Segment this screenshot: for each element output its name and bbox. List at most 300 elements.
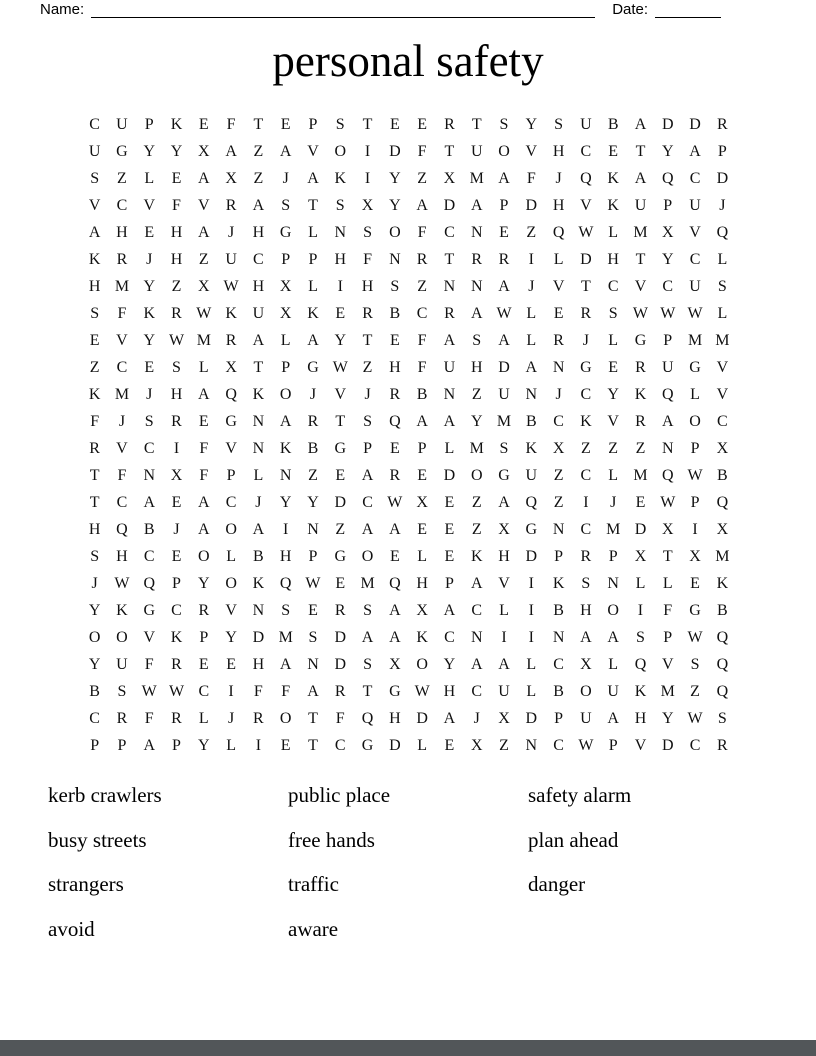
grid-letter: E [89, 331, 100, 349]
grid-letter: L [662, 574, 673, 592]
grid-letter: Y [88, 655, 101, 673]
grid-letter: V [634, 277, 647, 295]
grid-letter: X [279, 277, 292, 295]
grid-letter: L [608, 466, 619, 484]
grid-letter: C [580, 466, 592, 484]
grid-letter: X [198, 277, 210, 295]
grid-letter: Z [471, 385, 482, 403]
grid-letter: U [607, 682, 619, 700]
grid-letter: Z [335, 520, 346, 538]
word-list-item: avoid [48, 916, 95, 941]
grid-letter: C [334, 736, 346, 754]
word-list-item: safety alarm [528, 783, 632, 807]
grid-letter: D [334, 493, 347, 511]
grid-letter: P [172, 736, 181, 754]
grid-letter: R [225, 331, 237, 349]
grid-letter: C [416, 304, 428, 322]
grid-letter: V [88, 196, 101, 214]
grid-letter: U [443, 358, 456, 376]
grid-letter: S [335, 196, 345, 214]
grid-letter: R [307, 412, 319, 430]
grid-letter: M [278, 628, 293, 646]
grid-letter: M [633, 466, 648, 484]
grid-letter: P [663, 331, 673, 349]
grid-letter: H [252, 223, 265, 241]
grid-letter: A [498, 655, 510, 673]
grid-letter: O [116, 628, 128, 646]
grid-letter: I [228, 682, 234, 700]
word-list-item: aware [288, 916, 339, 941]
grid-letter: T [335, 412, 346, 430]
grid-letter: U [580, 115, 592, 133]
grid-letter: V [689, 223, 701, 241]
grid-letter: P [172, 574, 181, 592]
grid-letter: A [389, 520, 401, 538]
grid-letter: Q [361, 709, 374, 727]
grid-letter: C [253, 250, 264, 268]
grid-letter: D [580, 250, 592, 268]
grid-letter: B [389, 304, 401, 322]
grid-letter: F [417, 358, 427, 376]
grid-letter: H [116, 547, 128, 565]
grid-letter: O [498, 142, 510, 160]
grid-letter: R [717, 736, 728, 754]
grid-letter: D [661, 736, 674, 754]
grid-letter: O [225, 520, 237, 538]
grid-letter: G [498, 466, 510, 484]
grid-letter: T [362, 682, 373, 700]
grid-letter: W [496, 304, 512, 322]
grid-letter: F [172, 196, 181, 214]
grid-letter: K [225, 304, 237, 322]
grid-letter: E [417, 115, 428, 133]
grid-letter: C [89, 115, 100, 133]
grid-letter: J [91, 574, 98, 592]
grid-letter: L [198, 358, 209, 376]
grid-letter: O [88, 628, 101, 646]
grid-letter: Y [389, 196, 401, 214]
grid-letter: Z [417, 277, 428, 295]
grid-letter: A [443, 709, 456, 727]
grid-letter: U [634, 196, 647, 214]
grid-letter: C [471, 682, 483, 700]
grid-letter: T [471, 115, 482, 133]
grid-letter: B [717, 466, 728, 484]
grid-letter: C [553, 655, 564, 673]
grid-letter: D [416, 709, 428, 727]
grid-letter: Y [88, 601, 101, 619]
grid-letter: A [498, 331, 510, 349]
grid-letter: A [252, 196, 265, 214]
grid-letter: H [361, 277, 374, 295]
grid-letter: Y [443, 655, 456, 673]
grid-letter: K [307, 304, 319, 322]
grid-letter: N [607, 574, 619, 592]
grid-letter: D [525, 196, 538, 214]
grid-letter: F [526, 169, 536, 187]
grid-letter: R [362, 304, 373, 322]
grid-letter: K [170, 628, 183, 646]
grid-letter: P [417, 439, 427, 457]
grid-letter: L [690, 385, 700, 403]
grid-letter: A [498, 493, 510, 511]
grid-letter: C [553, 412, 564, 430]
grid-letter: X [552, 439, 565, 457]
grid-letter: N [470, 277, 483, 295]
grid-letter: J [282, 169, 289, 187]
grid-letter: B [607, 115, 619, 133]
grid-letter: E [198, 115, 209, 133]
word-list-item: strangers [48, 872, 124, 896]
grid-letter: R [635, 358, 646, 376]
grid-letter: Z [580, 439, 591, 457]
grid-letter: H [252, 655, 265, 673]
grid-letter: O [580, 682, 592, 700]
grid-letter: R [171, 709, 182, 727]
grid-letter: V [116, 331, 128, 349]
grid-letter: E [553, 304, 564, 322]
grid-letter: M [687, 331, 703, 349]
grid-letter: J [364, 385, 371, 403]
word-list-item: traffic [288, 872, 339, 896]
grid-letter: R [471, 250, 483, 268]
grid-letter: U [580, 709, 592, 727]
grid-letter: N [525, 385, 538, 403]
grid-letter: A [661, 412, 674, 430]
grid-letter: E [444, 520, 455, 538]
grid-letter: I [528, 601, 534, 619]
grid-letter: D [389, 736, 401, 754]
grid-letter: Q [716, 682, 729, 700]
grid-letter: K [170, 115, 183, 133]
grid-letter: F [417, 331, 427, 349]
grid-letter: F [144, 655, 154, 673]
grid-letter: K [580, 412, 592, 430]
grid-letter: R [334, 682, 346, 700]
grid-letter: W [632, 304, 649, 322]
grid-letter: L [444, 439, 455, 457]
viewer-bottom-bar [0, 1040, 816, 1056]
grid-letter: Y [143, 277, 155, 295]
grid-letter: P [117, 736, 127, 754]
grid-letter: X [443, 169, 456, 187]
grid-letter: R [553, 331, 564, 349]
grid-letter: K [88, 250, 101, 268]
grid-letter: T [362, 115, 373, 133]
grid-letter: D [389, 142, 401, 160]
grid-letter: E [608, 358, 619, 376]
grid-letter: J [255, 493, 262, 511]
grid-letter: S [390, 277, 400, 295]
grid-letter: P [608, 736, 618, 754]
grid-letter: I [501, 628, 507, 646]
grid-letter: D [689, 115, 701, 133]
grid-letter: V [716, 358, 729, 376]
grid-letter: O [416, 655, 428, 673]
grid-letter: U [525, 466, 538, 484]
grid-letter: W [687, 304, 703, 322]
grid-letter: K [607, 169, 619, 187]
grid-letter: F [335, 709, 345, 727]
grid-letter: A [198, 223, 210, 241]
grid-letter: A [279, 655, 292, 673]
grid-letter: Z [117, 169, 127, 187]
grid-letter: H [116, 223, 128, 241]
grid-letter: T [89, 466, 100, 484]
grid-letter: F [663, 601, 673, 619]
grid-letter: D [334, 628, 347, 646]
grid-letter: Z [471, 520, 482, 538]
grid-letter: W [687, 466, 703, 484]
grid-letter: G [689, 358, 701, 376]
grid-letter: Z [553, 466, 564, 484]
grid-letter: H [170, 223, 183, 241]
grid-letter: L [608, 331, 619, 349]
grid-letter: K [470, 547, 483, 565]
grid-letter: S [363, 601, 372, 619]
grid-letter: E [144, 223, 155, 241]
grid-letter: Y [307, 493, 319, 511]
grid-letter: P [554, 547, 564, 565]
grid-letter: P [144, 115, 154, 133]
grid-letter: A [470, 574, 483, 592]
grid-letter: L [635, 574, 646, 592]
grid-letter: V [116, 439, 128, 457]
grid-letter: H [443, 682, 456, 700]
grid-letter: F [281, 682, 291, 700]
date-label: Date: [612, 1, 649, 18]
grid-letter: E [444, 493, 455, 511]
grid-letter: Q [634, 655, 647, 673]
grid-letter: Q [525, 493, 538, 511]
grid-letter: X [361, 196, 374, 214]
grid-letter: W [332, 358, 348, 376]
grid-letter: S [308, 628, 318, 646]
grid-letter: P [499, 196, 509, 214]
grid-letter: E [226, 655, 236, 673]
grid-letter: I [364, 142, 371, 160]
page-title: personal safety [272, 36, 544, 86]
grid-letter: U [470, 142, 483, 160]
grid-letter: P [281, 250, 291, 268]
grid-letter: O [225, 574, 237, 592]
grid-letter: Z [690, 682, 700, 700]
grid-letter: J [309, 385, 317, 403]
grid-letter: H [552, 142, 565, 160]
grid-letter: M [660, 682, 675, 700]
grid-letter: C [607, 277, 619, 295]
grid-letter: P [199, 628, 209, 646]
grid-letter: E [417, 520, 428, 538]
grid-letter: Q [716, 223, 729, 241]
grid-letter: L [608, 655, 619, 673]
grid-letter: C [471, 601, 483, 619]
grid-letter: F [226, 115, 236, 133]
grid-letter: G [525, 520, 538, 538]
word-list-item: kerb crawlers [48, 783, 162, 807]
grid-letter: P [444, 574, 454, 592]
grid-letter: S [581, 574, 591, 592]
grid-letter: U [88, 142, 101, 160]
grid-letter: S [90, 547, 100, 565]
grid-letter: Z [89, 358, 100, 376]
grid-letter: I [364, 169, 371, 187]
grid-letter: Y [607, 385, 619, 403]
grid-letter: J [610, 493, 617, 511]
grid-letter: Y [334, 331, 347, 349]
grid-letter: B [253, 547, 264, 565]
grid-letter: S [281, 601, 291, 619]
grid-letter: L [717, 250, 728, 268]
grid-letter: T [635, 250, 646, 268]
grid-letter: S [144, 412, 154, 430]
grid-letter: Z [635, 439, 646, 457]
grid-letter: K [143, 304, 155, 322]
letter-grid [81, 111, 736, 759]
grid-letter: W [196, 304, 212, 322]
grid-letter: Z [253, 169, 264, 187]
grid-letter: C [580, 385, 592, 403]
grid-letter: D [334, 655, 347, 673]
grid-letter: J [118, 412, 126, 430]
grid-letter: B [717, 601, 728, 619]
grid-letter: A [470, 304, 483, 322]
grid-letter: R [444, 304, 455, 322]
grid-letter: C [553, 736, 564, 754]
grid-letter: H [88, 277, 101, 295]
grid-letter: V [498, 574, 510, 592]
grid-letter: B [307, 439, 319, 457]
grid-letter: A [198, 493, 210, 511]
grid-letter: Y [389, 169, 401, 187]
grid-letter: I [583, 493, 589, 511]
grid-letter: H [498, 547, 510, 565]
grid-letter: A [307, 682, 319, 700]
grid-letter: G [279, 223, 292, 241]
grid-letter: K [525, 439, 538, 457]
grid-letter: K [416, 628, 428, 646]
grid-letter: C [116, 358, 128, 376]
grid-letter: L [526, 304, 537, 322]
grid-letter: A [443, 412, 456, 430]
grid-letter: K [634, 385, 647, 403]
grid-letter: M [606, 520, 621, 538]
grid-letter: V [307, 142, 319, 160]
grid-letter: P [281, 358, 291, 376]
grid-letter: C [143, 547, 155, 565]
grid-letter: Y [661, 142, 674, 160]
grid-letter: U [225, 250, 237, 268]
grid-letter: X [170, 466, 183, 484]
grid-letter: K [552, 574, 565, 592]
grid-letter: B [143, 520, 155, 538]
grid-letter: D [525, 547, 538, 565]
name-line [91, 2, 595, 18]
grid-letter: A [607, 709, 619, 727]
grid-letter: X [225, 169, 237, 187]
grid-letter: Q [279, 574, 292, 592]
grid-letter: Q [580, 169, 592, 187]
grid-letter: X [661, 520, 674, 538]
grid-letter: R [334, 601, 346, 619]
grid-letter: Z [417, 169, 428, 187]
grid-letter: W [660, 493, 676, 511]
grid-letter: B [416, 385, 428, 403]
grid-letter: C [444, 223, 455, 241]
grid-letter: X [498, 709, 510, 727]
grid-letter: R [389, 385, 401, 403]
grid-letter: X [634, 547, 647, 565]
grid-letter: L [526, 655, 537, 673]
grid-letter: E [335, 304, 346, 322]
grid-letter: K [252, 385, 265, 403]
grid-letter: E [198, 412, 209, 430]
header-row [40, 1, 777, 18]
grid-letter: S [499, 439, 509, 457]
grid-letter: G [116, 142, 128, 160]
grid-letter: A [416, 196, 428, 214]
grid-letter: Q [389, 574, 401, 592]
grid-letter: Y [279, 493, 292, 511]
grid-letter: A [143, 736, 155, 754]
grid-letter: A [307, 331, 319, 349]
grid-letter: W [114, 574, 130, 592]
grid-letter: J [227, 709, 235, 727]
grid-letter: S [499, 115, 509, 133]
grid-letter: C [662, 277, 674, 295]
word-list-item: busy streets [48, 827, 147, 852]
grid-letter: F [199, 439, 209, 457]
grid-letter: J [146, 250, 153, 268]
grid-letter: P [608, 547, 618, 565]
grid-letter: P [690, 493, 700, 511]
grid-letter: P [308, 250, 318, 268]
grid-letter: G [307, 358, 319, 376]
grid-letter: E [144, 358, 155, 376]
grid-letter: P [717, 142, 727, 160]
grid-letter: Y [525, 115, 538, 133]
grid-letter: W [687, 709, 703, 727]
grid-letter: X [389, 655, 401, 673]
grid-letter: F [117, 304, 127, 322]
grid-letter: E [389, 547, 400, 565]
grid-letter: V [143, 628, 155, 646]
word-list [48, 782, 768, 960]
grid-letter: P [226, 466, 236, 484]
grid-letter: E [690, 574, 700, 592]
grid-letter: A [279, 412, 292, 430]
grid-letter: L [608, 223, 619, 241]
grid-letter: X [279, 304, 292, 322]
grid-letter: M [469, 169, 484, 187]
grid-letter: A [498, 169, 510, 187]
grid-letter: T [580, 277, 591, 295]
grid-letter: I [255, 736, 262, 754]
grid-letter: P [690, 439, 700, 457]
grid-letter: N [552, 358, 565, 376]
grid-letter: Z [308, 466, 318, 484]
grid-letter: A [634, 169, 647, 187]
grid-letter: R [635, 412, 646, 430]
grid-letter: S [363, 223, 372, 241]
grid-letter: R [253, 709, 264, 727]
grid-letter: E [198, 655, 209, 673]
grid-letter: I [528, 250, 534, 268]
grid-letter: J [528, 277, 535, 295]
grid-letter: N [389, 250, 401, 268]
grid-letter: N [552, 628, 565, 646]
grid-letter: R [498, 250, 510, 268]
